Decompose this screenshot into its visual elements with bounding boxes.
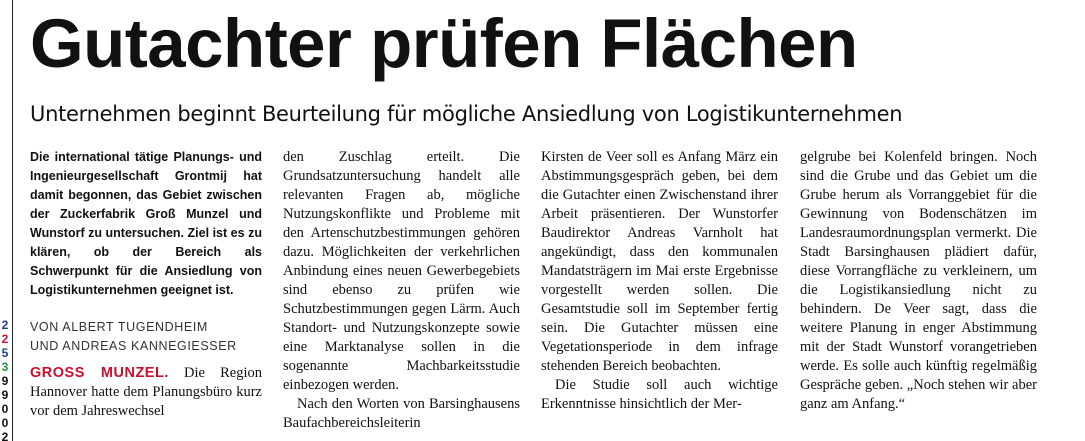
- article-column-4: [800, 148, 1037, 414]
- byline-author-1: VON ALBERT TUGENDHEIM: [30, 320, 208, 334]
- headline: Gutachter prüfen Flächen: [30, 5, 858, 82]
- body-paragraph: gelgrube bei Kolenfeld bringen. Noch sind die Grube und das Gebiet um die Grube herum als Vorranggebiet für die Gewinnung von Bodenschätzen im Landesraumordnungsplan vermerkt. Die Stadt Barsinghausen plädiert dafür, diese Vorrangfläche zu verkleinern, um die Logistikansiedlung nicht zu behindern. De Veer sagt, dass die weitere Planung in enger Abstimmung mit der Stadt Wunstorf vorangetrieben werde. Es solle auch künftig regelmäßig Gespräche geben. „Noch stehen wir aber ganz am Anfang.“: [800, 149, 1037, 412]
- body-paragraph: Die Studie soll auch wichtige Erkenntnisse hinsichtlich der Mer-: [541, 377, 778, 412]
- body-paragraph: Nach den Worten von Barsinghausens Baufachbereichsleiterin: [283, 396, 520, 431]
- edge-color-marks: 2 2 5 3 9 9 0 0 2: [1, 318, 9, 441]
- dateline: GROSS MUNZEL.: [30, 365, 169, 381]
- body-paragraph: den Zuschlag erteilt. Die Grundsatzuntersuchung handelt alle relevanten Fragen ab, mögliche Nutzungskonflikte und Probleme mit den Artenschutzbestimmungen gehören dazu. Möglichkeiten der verkehrlichen Anbindung eines neuen Gewerbegebiets sind ebenso zu prüfen wie Schutzbestimmungen gegen Lärm. Auch Standort- und Nutzungskonzepte sowie eine Marktanalyse sollen in die sogenannte Machbarkeitsstudie einbezogen werden.: [283, 149, 520, 393]
- body-text-col1: Die Region Hannover hatte dem Planungsbüro kurz vor dem Jahreswechsel: [30, 365, 263, 419]
- article-column-2: [283, 148, 520, 433]
- body-paragraph: [30, 364, 262, 421]
- byline-author-2: UND ANDREAS KANNEGIESSER: [30, 339, 237, 353]
- column-rule: [12, 0, 13, 441]
- article-column-1: [30, 148, 262, 421]
- byline: [30, 318, 262, 356]
- article-column-3: [541, 148, 778, 414]
- body-paragraph: Kirsten de Veer soll es Anfang März ein Abstimmungsgespräch geben, bei dem die Gutachter einen Zwischenstand ihrer Arbeit präsentieren. Der Wunstorfer Baudirektor Andreas Varnholt hat angekündigt, dass den kommunalen Mandatsträgern im Mai erste Ergebnisse vorgestellt werden sollen. Die Gesamtstudie soll im September fertig sein. Die Gutachter müssen eine Vegetationsperiode in dem infrage stehenden Bereich beobachten.: [541, 149, 778, 374]
- lead-paragraph: Die international tätige Planungs- und Ingenieurgesellschaft Grontmij hat damit begonnen, das Gebiet zwischen der Zuckerfabrik Groß Munzel und Wunstorf zu untersuchen. Ziel ist es zu klären, ob der Bereich als Schwerpunkt für die Ansiedlung von Logistikunternehmen geeignet ist.: [30, 150, 262, 297]
- subheadline: Unternehmen beginnt Beurteilung für mögliche Ansiedlung von Logistikunternehmen: [30, 102, 903, 126]
